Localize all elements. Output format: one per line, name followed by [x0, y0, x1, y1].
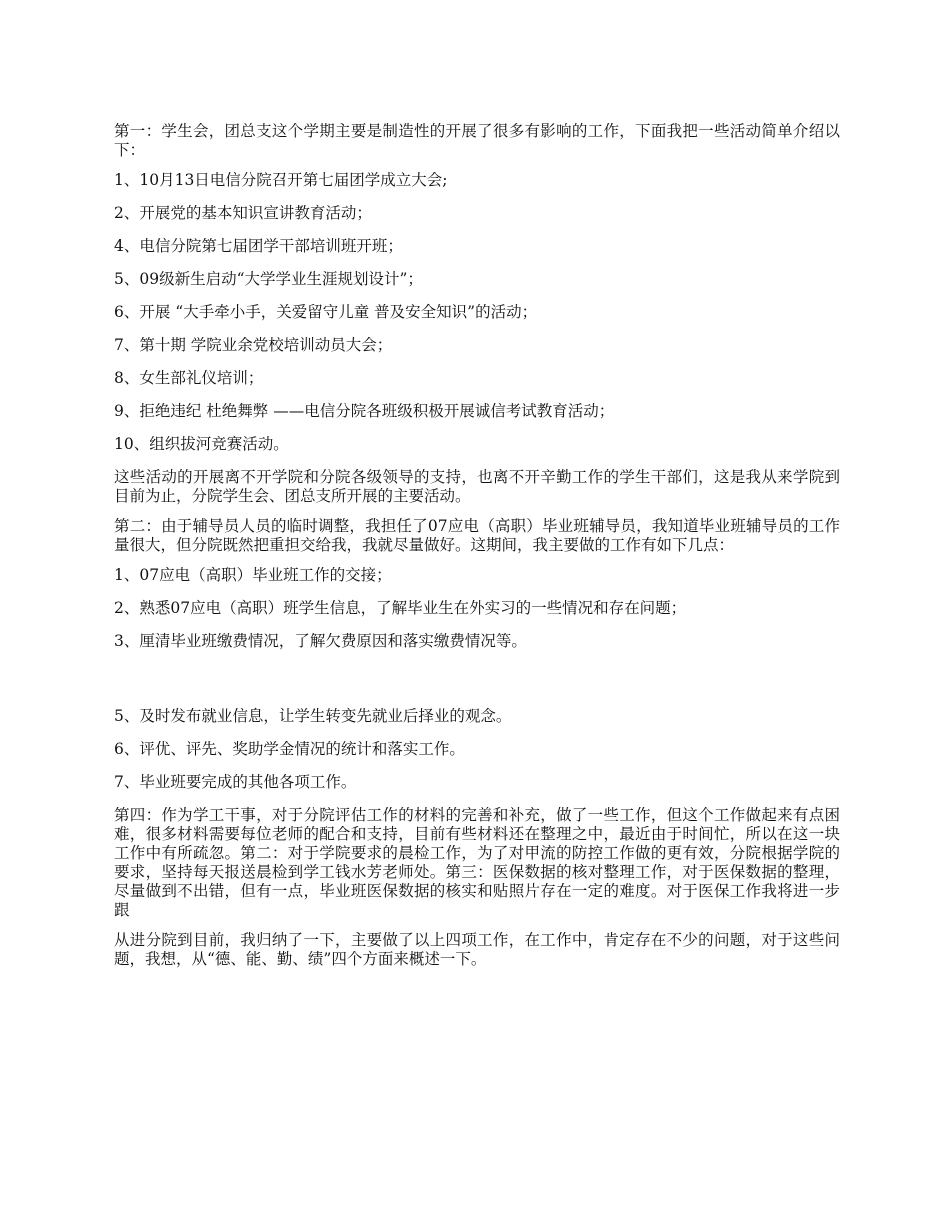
list-item: 1、07应电（高职）毕业班工作的交接； [114, 566, 392, 584]
list-item: 2、熟悉07应电（高职）班学生信息，了解毕业生在外实习的一些情况和存在问题； [114, 599, 687, 617]
list-item: 7、毕业班要完成的其他各项工作。 [114, 773, 357, 791]
list-item: 4、电信分院第七届团学干部培训班开班； [114, 237, 403, 255]
list-item: 8、女生部礼仪培训； [114, 369, 264, 387]
list-item: 6、评优、评先、奖助学金情况的统计和落实工作。 [114, 740, 465, 758]
list-item: 10、组织拔河竞赛活动。 [114, 435, 289, 453]
list-item: 9、拒绝违纪 杜绝舞弊 ——电信分院各班级积极开展诚信考试教育活动； [114, 402, 615, 420]
section1-summary: 这些活动的开展离不开学院和分院各级领导的支持，也离不开辛勤工作的学生干部们，这是我从来学院到目前为止，分院学生会、团总支所开展的主要活动。 [114, 468, 840, 505]
list-item: 5、09级新生启动“大学学业生涯规划设计”； [114, 270, 423, 288]
list-item: 3、厘清毕业班缴费情况，了解欠费原因和落实缴费情况等。 [114, 632, 527, 650]
list-item: 7、第十期 学院业余党校培训动员大会； [114, 336, 393, 354]
list-item: 2、开展党的基本知识宣讲教育活动； [114, 204, 372, 222]
list-item: 6、开展 “大手牵小手，关爱留守儿童 普及安全知识”的活动； [114, 303, 538, 321]
conclusion-paragraph: 从进分院到目前，我归纳了一下，主要做了以上四项工作，在工作中，肯定存在不少的问题，对于这些问题，我想，从“德、能、勤、绩”四个方面来概述一下。 [114, 931, 840, 968]
section2-intro: 第二：由于辅导员人员的临时调整，我担任了07应电（高职）毕业班辅导员，我知道毕业班辅导员的工作量很大，但分院既然把重担交给我，我就尽量做好。这期间，我主要做的工作有如下几点： [114, 517, 840, 554]
list-item: 1、10月13日电信分院召开第七届团学成立大会; [114, 171, 448, 189]
blank-gap [114, 665, 840, 707]
section1-intro: 第一：学生会，团总支这个学期主要是制造性的开展了很多有影响的工作，下面我把一些活动简单介绍以下： [114, 122, 840, 159]
list-item: 5、及时发布就业信息，让学生转变先就业后择业的观念。 [114, 707, 512, 725]
section4-paragraph: 第四：作为学工干事，对于分院评估工作的材料的完善和补充，做了一些工作，但这个工作做起来有点困难，很多材料需要每位老师的配合和支持，目前有些材料还在整理之中，最近由于时间忙，所以在这一块工作中有所疏忽。第二：对于学院要求的晨检工作，为了对甲流的防控工作做的更有效，分院根据学院的要求，坚持每天报送晨检到学工钱水芳老师处。第三：医保数据的核对整理工作，对于医保数据的整理，尽量做到不出错，但有一点，毕业班医保数据的核实和贴照片存在一定的难度。对于医保工作我将进一步跟 [114, 806, 840, 919]
document-body [114, 122, 840, 980]
